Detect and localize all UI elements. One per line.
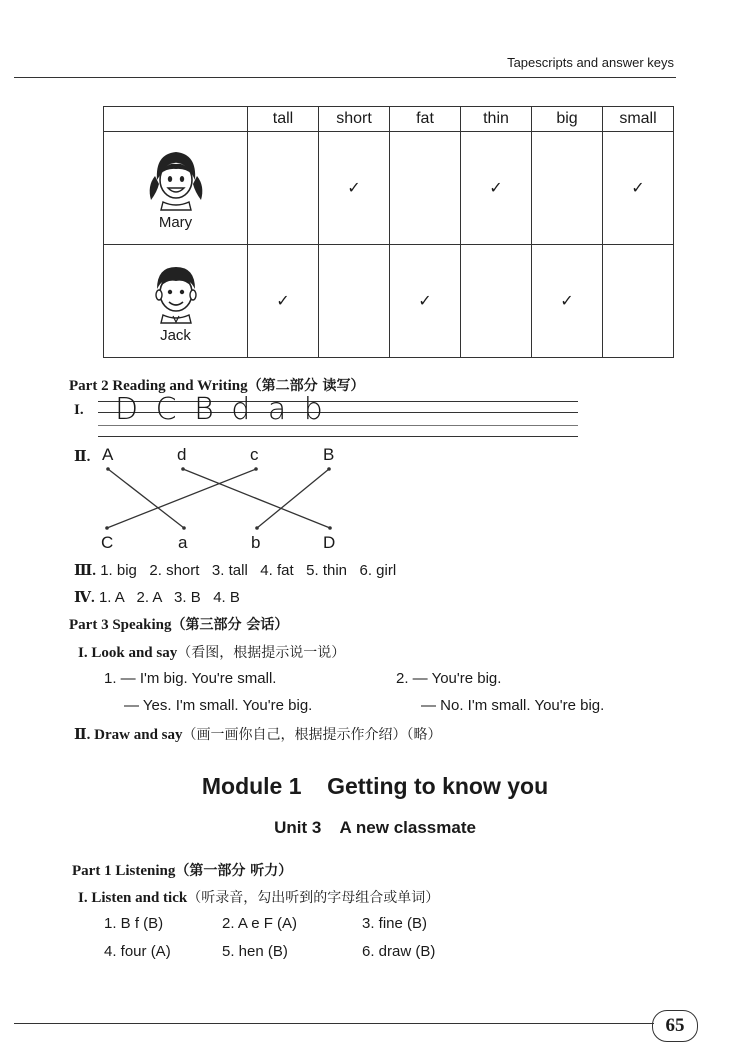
column-header: short xyxy=(319,107,390,132)
part3-s1-title: Look and say xyxy=(91,645,178,661)
dialogue-line: — No. I'm small. You're big. xyxy=(421,697,605,714)
part3-title: Part 3 Speaking xyxy=(69,617,172,633)
person-name: Mary xyxy=(158,213,193,231)
part1-s1-cn: （听录音，勾出听到的字母组合或单词） xyxy=(187,890,440,906)
listening-answer: 1. B f (B) xyxy=(104,915,164,932)
tick-cell: ✓ xyxy=(603,132,674,245)
footer-rule xyxy=(14,1023,654,1024)
part3-s2-cn: （画一画你自己，根据提示作介绍）（略） xyxy=(182,727,442,743)
listening-answer: 2. A e F (A) xyxy=(222,915,298,932)
person-name: Jack xyxy=(160,326,191,344)
module-title: Module 1 Getting to know you xyxy=(201,773,549,799)
tick-cell: ✓ xyxy=(532,245,603,358)
match-top-letter: d xyxy=(177,445,187,464)
handwritten-letters: D C B d a b xyxy=(115,392,327,427)
listening-answer: 4. four (A) xyxy=(104,943,171,960)
dialogue-line: — Yes. I'm small. You're big. xyxy=(124,697,313,714)
part1-s1-number: I. xyxy=(78,890,88,906)
column-header: small xyxy=(603,107,674,132)
part2-sec1-number: I. xyxy=(74,402,84,418)
dialogue-line: 1. — I'm big. You're small. xyxy=(104,670,277,687)
dialogue-line: 2. — You're big. xyxy=(396,670,502,687)
tick-cell: ✓ xyxy=(319,132,390,245)
part2-sec3 xyxy=(74,561,396,580)
part2-sec2-number: Ⅱ. xyxy=(74,449,91,465)
part2-title: Part 2 Reading and Writing xyxy=(69,378,248,394)
part2-sec4-answers: 1. A 2. A 3. B 4. B xyxy=(98,589,240,606)
column-header: big xyxy=(532,107,603,132)
column-header: tall xyxy=(248,107,319,132)
part3-heading xyxy=(69,614,288,634)
running-header: Tapescripts and answer keys xyxy=(507,55,674,70)
part3-s2-heading xyxy=(74,724,442,744)
part1-s1-heading xyxy=(78,887,439,907)
listening-answer: 5. hen (B) xyxy=(222,943,288,960)
part2-sec3-answers: 1. big 2. short 3. tall 4. fat 5. thin 6. girl xyxy=(100,562,397,579)
part2-sec4-number: Ⅳ. xyxy=(74,590,95,606)
match-bottom-letter: D xyxy=(323,533,336,552)
unit-title: Unit 3 A new classmate xyxy=(274,818,476,837)
listening-answer: 6. draw (B) xyxy=(362,943,436,960)
match-bottom-letter: a xyxy=(178,533,188,552)
column-header: thin xyxy=(461,107,532,132)
part1-heading xyxy=(72,860,292,880)
part3-cn: （第三部分 会话） xyxy=(171,617,289,633)
tick-cell: ✓ xyxy=(248,245,319,358)
part3-s1-number: I. xyxy=(78,645,88,661)
match-top-letter: A xyxy=(102,445,114,464)
part3-s2-number: Ⅱ. xyxy=(74,727,91,743)
match-top-letter: B xyxy=(323,445,335,464)
tick-cell: ✓ xyxy=(390,245,461,358)
match-top-letter: c xyxy=(250,445,259,464)
part2-sec4 xyxy=(74,588,240,607)
listening-answer: 3. fine (B) xyxy=(362,915,428,932)
match-bottom-letter: b xyxy=(251,533,261,552)
part3-s2-title: Draw and say xyxy=(94,727,183,743)
column-header: fat xyxy=(390,107,461,132)
match-bottom-letter: C xyxy=(101,533,114,552)
page-number: 65 xyxy=(652,1010,698,1042)
part3-s1-heading xyxy=(78,642,345,662)
part2-cn: （第二部分 读写） xyxy=(247,378,365,394)
part1-cn: （第一部分 听力） xyxy=(175,863,293,879)
tick-cell: ✓ xyxy=(461,132,532,245)
part1-s1-title: Listen and tick xyxy=(91,890,188,906)
part2-sec3-number: Ⅲ. xyxy=(74,563,97,579)
part1-title: Part 1 Listening xyxy=(72,863,176,879)
part3-s1-cn: （看图，根据提示说一说） xyxy=(177,645,346,661)
